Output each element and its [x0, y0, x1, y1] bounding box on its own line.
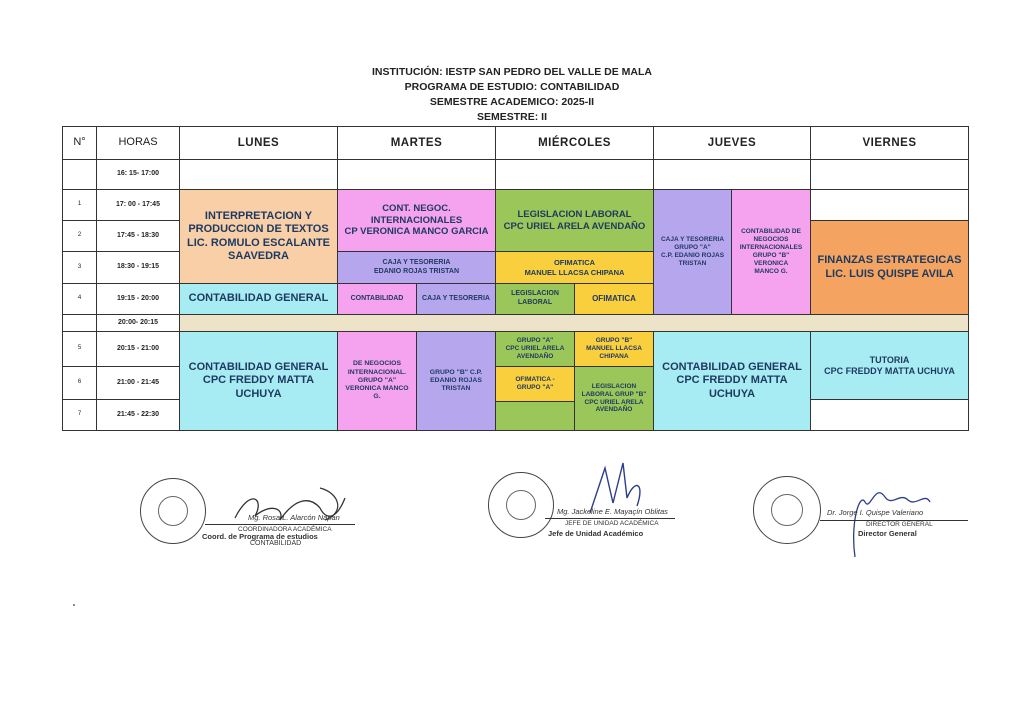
- course-block-lun-5-text: CONTABILIDAD GENERAL CPC FREDDY MATTA UCHUYA: [188, 360, 329, 400]
- day-header-text: MIÉRCOLES: [538, 136, 611, 149]
- row-number-text: 4: [77, 295, 82, 302]
- row-number: [62, 399, 97, 431]
- row-time-text: 20:00- 20:15: [117, 318, 159, 326]
- course-block-mie-4b: [574, 283, 654, 315]
- empty-slot: [653, 159, 811, 190]
- row-number: [62, 220, 97, 252]
- break-row: [179, 314, 969, 332]
- row-time: [96, 283, 180, 315]
- col-hours-header-text: HORAS: [118, 136, 158, 149]
- course-block-jue-5: [653, 331, 811, 431]
- scan-speck: [73, 604, 75, 606]
- row-time: [96, 251, 180, 284]
- row-number-text: 7: [77, 411, 82, 418]
- course-block-mie-4b-text: OFIMATICA: [592, 294, 636, 304]
- empty-slot: [495, 401, 575, 431]
- row-time: [96, 159, 180, 190]
- course-block-mar-3: [337, 251, 496, 284]
- course-block-lun-1-text: INTERPRETACION Y PRODUCCION DE TEXTOS LIC. ROMULO ESCALANTE SAAVEDRA: [187, 209, 330, 262]
- day-header: [179, 126, 338, 160]
- day-header: [653, 126, 811, 160]
- row-number: [62, 159, 97, 190]
- course-block-lun-5: [179, 331, 338, 431]
- day-header-text: JUEVES: [707, 136, 757, 149]
- course-block-mar-5b: [416, 331, 496, 431]
- course-block-jue-5-text: CONTABILIDAD GENERAL CPC FREDDY MATTA UCHUYA: [662, 360, 802, 400]
- course-block-mie-6a-text: OFIMATICA - GRUPO "A": [515, 376, 555, 391]
- signer-role: COORDINADORA ACADÉMICA: [238, 526, 332, 533]
- course-block-mie-6b: [574, 366, 654, 431]
- day-header-text: LUNES: [237, 136, 280, 149]
- row-number: [62, 283, 97, 315]
- signer-title: Director General: [858, 529, 917, 538]
- course-block-mie-1: [495, 189, 654, 252]
- course-block-mie-1-text: LEGISLACION LABORAL CPC URIEL ARELA AVENDAÑO: [503, 208, 646, 232]
- col-num-header-text: N°: [73, 136, 86, 149]
- row-time-text: 20:15 - 21:00: [116, 344, 160, 352]
- signer-dept: CONTABILIDAD: [250, 540, 302, 547]
- row-time: [96, 331, 180, 367]
- row-time: [96, 314, 180, 332]
- course-block-mar-5b-text: GRUPO "B" C.P. EDANIO ROJAS TRISTAN: [429, 368, 483, 393]
- row-time: [96, 366, 180, 400]
- row-time: [96, 189, 180, 221]
- row-time: [96, 220, 180, 252]
- course-block-mie-5a-text: GRUPO "A" CPC URIEL ARELA AVENDAÑO: [505, 337, 565, 360]
- course-block-mie-5b: [574, 331, 654, 367]
- signer-role: DIRECTOR GENERAL: [866, 521, 933, 528]
- row-number-text: 6: [77, 379, 82, 386]
- course-block-mar-1: [337, 189, 496, 252]
- empty-slot: [337, 159, 496, 190]
- course-block-vie-5: [810, 331, 969, 400]
- course-block-lun-4: [179, 283, 338, 315]
- col-num-header: [62, 126, 97, 160]
- row-time-text: 16: 15- 17:00: [116, 170, 160, 178]
- empty-slot: [810, 399, 969, 431]
- course-block-jue-1b: [731, 189, 811, 315]
- course-block-lun-4-text: CONTABILIDAD GENERAL: [188, 292, 329, 305]
- course-block-mie-3: [495, 251, 654, 284]
- course-block-mar-1-text: CONT. NEGOC. INTERNACIONALES CP VERONICA MANCO GARCIA: [344, 203, 489, 238]
- row-time-text: 17: 00 - 17:45: [116, 200, 160, 208]
- course-block-jue-1a: [653, 189, 732, 315]
- semester-academic-title: SEMESTRE ACADEMICO: 2025-II: [429, 96, 595, 108]
- signer-name: Mg. Rosa L. Alarcón Napan: [248, 513, 340, 522]
- course-block-mar-5a-text: DE NEGOCIOS INTERNACIONAL. GRUPO "A" VERONICA MANCO G.: [345, 360, 409, 401]
- course-block-jue-1b-text: CONTABILIDAD DE NEGOCIOS INTERNACIONALES GRUPO "B" VERONICA MANCO G.: [739, 228, 803, 275]
- signer-name: Mg. Jackeline E. Mayaçín Oblitas: [557, 507, 668, 516]
- day-header: [810, 126, 969, 160]
- course-block-lun-1: [179, 189, 338, 284]
- course-block-mie-6b-text: LEGISLACION LABORAL GRUP "B" CPC URIEL ARELA AVENDAÑO: [581, 382, 647, 414]
- course-block-mie-5b-text: GRUPO "B" MANUEL LLACSA CHIPANA: [586, 337, 642, 360]
- day-header-text: MARTES: [390, 136, 443, 149]
- row-time-text: 21:45 - 22:30: [116, 410, 160, 418]
- course-block-vie-2: [810, 220, 969, 315]
- course-block-mie-4a: [495, 283, 575, 315]
- course-block-vie-5-text: TUTORIA CPC FREDDY MATTA UCHUYA: [824, 354, 955, 376]
- row-number: [62, 366, 97, 400]
- signer-name: Dr. Jorge I. Quispe Valeriano: [827, 508, 924, 517]
- empty-slot: [810, 159, 969, 190]
- row-time-text: 21:00 - 21:45: [116, 378, 160, 386]
- course-block-mar-4a-text: CONTABILIDAD: [350, 294, 404, 302]
- signer-title: Jefe de Unidad Académico: [548, 529, 644, 538]
- course-block-vie-2-text: FINANZAS ESTRATEGICAS LIC. LUIS QUISPE AVILA: [817, 254, 962, 280]
- institution-title: INSTITUCIÓN: IESTP SAN PEDRO DEL VALLE DE MALA: [371, 66, 653, 78]
- empty-slot: [495, 159, 654, 190]
- program-title: PROGRAMA DE ESTUDIO: CONTABILIDAD: [404, 81, 620, 93]
- row-number: [62, 314, 97, 332]
- row-time: [96, 399, 180, 431]
- empty-slot: [179, 159, 338, 190]
- row-number: [62, 331, 97, 367]
- day-header: [495, 126, 654, 160]
- course-block-mar-4b: [416, 283, 496, 315]
- day-header-text: VIERNES: [862, 136, 917, 149]
- row-number: [62, 189, 97, 221]
- course-block-mar-4a: [337, 283, 417, 315]
- row-time-text: 18:30 - 19:15: [116, 263, 160, 271]
- course-block-jue-1a-text: CAJA Y TESORERIA GRUPO "A" C.P. EDANIO ROJAS TRISTAN: [660, 236, 725, 267]
- semester-title: SEMESTRE: II: [476, 111, 547, 123]
- course-block-mie-5a: [495, 331, 575, 367]
- col-hours-header: [96, 126, 180, 160]
- row-time-text: 17:45 - 18:30: [116, 231, 160, 239]
- row-time-text: 19:15 - 20:00: [116, 294, 160, 302]
- row-number-text: 1: [77, 201, 82, 208]
- row-number-text: 2: [77, 232, 82, 239]
- course-block-mie-6a: [495, 366, 575, 402]
- empty-slot: [810, 189, 969, 221]
- course-block-mar-5a: [337, 331, 417, 431]
- course-block-mar-4b-text: CAJA Y TESORERIA: [422, 294, 490, 302]
- row-number-text: 3: [77, 263, 82, 270]
- row-number: [62, 251, 97, 284]
- course-block-mar-3-text: CAJA Y TESORERIA EDANIO ROJAS TRISTAN: [373, 258, 460, 275]
- course-block-mie-4a-text: LEGISLACION LABORAL: [511, 290, 559, 306]
- signer-title: Coord. de Programa de estudios: [202, 532, 318, 541]
- day-header: [337, 126, 496, 160]
- row-number-text: 5: [77, 345, 82, 352]
- course-block-mie-3-text: OFIMATICA MANUEL LLACSA CHIPANA: [524, 258, 625, 277]
- signer-role: JEFE DE UNIDAD ACADÉMICA: [565, 520, 659, 527]
